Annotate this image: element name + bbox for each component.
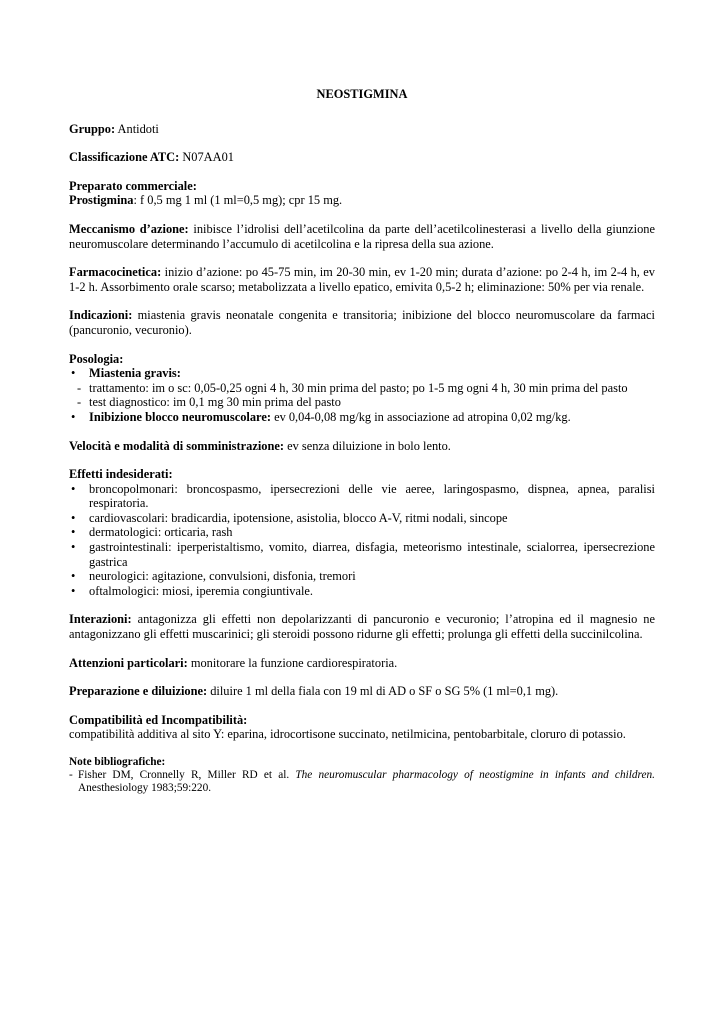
compatibilita-section	[69, 713, 655, 742]
posologia-item-inibizione	[69, 410, 655, 425]
gruppo-value: Antidoti	[115, 121, 159, 136]
inibizione-label: Inibizione blocco neuromuscolare:	[89, 409, 271, 424]
preparazione-paragraph	[69, 684, 655, 699]
inibizione-value: ev 0,04-0,08 mg/kg in associazione ad atropina 0,02 mg/kg.	[270, 409, 571, 424]
interazioni-paragraph	[69, 612, 655, 641]
farmacocinetica-label: Farmacocinetica:	[69, 265, 162, 280]
effetti-list	[69, 482, 655, 599]
preparato-value: : f 0,5 mg 1 ml (1 ml=0,5 mg); cpr 15 mg.	[133, 193, 343, 208]
farmacocinetica-value: inizio d’azione: po 45-75 min, im 20-30 min, ev 1-20 min; durata d’azione: po 2-4 h, im 2-4 h, ev 1-2 h. Assorbimento orale scarso; metabolizzata a livello epatico, emivita 0,5-2 h; eliminazione: 50% per via renale.	[69, 265, 655, 294]
miastenia-label: Miastenia gravis:	[89, 366, 181, 381]
compatibilita-label: Compatibilità ed Incompatibilità:	[69, 712, 248, 727]
miastenia-sublist	[69, 381, 655, 410]
effetti-item: • dermatologici: orticaria, rash	[69, 525, 655, 540]
velocita-label: Velocità e modalità di somministrazione:	[69, 438, 284, 453]
preparato-section	[69, 179, 655, 208]
attenzioni-label: Attenzioni particolari:	[69, 655, 188, 670]
miastenia-subitem: - test diagnostico: im 0,1 mg 30 min prima del pasto	[77, 395, 655, 410]
preparato-line	[69, 193, 655, 208]
document-body	[69, 87, 655, 796]
gruppo-line	[69, 122, 655, 137]
meccanismo-paragraph	[69, 222, 655, 251]
effetti-section	[69, 467, 655, 598]
indicazioni-value: miastenia gravis neonatale congenita e transitoria; inibizione del blocco neuromuscolare da farmaci (pancuronio, vecuronio).	[69, 308, 655, 337]
posologia-list	[69, 366, 655, 381]
posologia-heading	[69, 352, 655, 367]
note-heading: Note bibliografiche:	[69, 756, 166, 768]
effetti-item: • cardiovascolari: bradicardia, ipotensione, asistolia, blocco A-V, ritmi nodali, sincope	[69, 511, 655, 526]
interazioni-label: Interazioni:	[69, 612, 132, 627]
preparazione-value: diluire 1 ml della fiala con 19 ml di AD o SF o SG 5% (1 ml=0,1 mg).	[207, 684, 559, 699]
posologia-label: Posologia:	[69, 351, 124, 366]
effetti-item: • neurologici: agitazione, convulsioni, disfonia, tremori	[69, 569, 655, 584]
posologia-item-miastenia	[69, 366, 655, 381]
velocita-paragraph	[69, 439, 655, 454]
velocita-value: ev senza diluizione in bolo lento.	[283, 438, 451, 453]
compatibilita-value: compatibilità additiva al sito Y: eparina, idrocortisone succinato, netilmicina, pentobarbitale, cloruro di potassio.	[69, 727, 626, 742]
effetti-item: • gastrointestinali: iperperistaltismo, vomito, diarrea, disfagia, meteorismo intestinale, scialorrea, ipersecrezione gastrica	[69, 540, 655, 569]
preparazione-label: Preparazione e diluizione:	[69, 684, 208, 699]
note-bibliografiche	[69, 756, 655, 796]
reference-article-title: The neuromuscular pharmacology of neostigmine in infants and children.	[295, 769, 655, 782]
interazioni-value: antagonizza gli effetti non depolarizzanti di pancuronio e vecuronio; l’atropina ed il magnesio ne antagonizzano gli effetti muscarinici; gli steroidi possono ridurne gli effetti; prolunga gli effetti della succinilcolina.	[69, 612, 655, 642]
gruppo-label: Gruppo:	[69, 121, 116, 136]
atc-label: Classificazione ATC:	[69, 150, 180, 165]
farmacocinetica-paragraph	[69, 265, 655, 294]
effetti-item: • broncopolmonari: broncospasmo, ipersecrezioni delle vie aeree, laringospasmo, dispnea, apnea, paralisi respiratoria.	[69, 482, 655, 511]
effetti-label: Effetti indesiderati:	[69, 467, 173, 482]
posologia-list	[69, 410, 655, 425]
posologia-section	[69, 352, 655, 425]
effetti-item: • oftalmologici: miosi, iperemia congiuntivale.	[69, 584, 655, 599]
attenzioni-value: monitorare la funzione cardiorespiratoria.	[187, 655, 398, 670]
indicazioni-paragraph	[69, 308, 655, 337]
document-title: NEOSTIGMINA	[316, 87, 408, 101]
effetti-heading	[69, 467, 655, 482]
preparato-heading	[69, 179, 655, 194]
atc-value: N07AA01	[179, 150, 234, 165]
reference-journal: Anesthesiology 1983;59:220.	[78, 782, 212, 795]
atc-line	[69, 150, 655, 165]
attenzioni-paragraph	[69, 656, 655, 671]
meccanismo-label: Meccanismo d’azione:	[69, 221, 189, 236]
indicazioni-label: Indicazioni:	[69, 308, 133, 323]
reference-item	[69, 769, 655, 795]
miastenia-subitem: - trattamento: im o sc: 0,05-0,25 ogni 4 h, 30 min prima del pasto; po 1-5 mg ogni 4 h, 30 min prima del pasto	[77, 381, 655, 396]
compatibilita-heading	[69, 713, 655, 728]
preparato-label: Preparato commerciale:	[69, 178, 197, 193]
preparato-name: Prostigmina	[69, 193, 134, 208]
meccanismo-value: inibisce l’idrolisi dell’acetilcolina da parte dell’acetilcolinesterasi a livello della giunzione neuromuscolare determinando l’accumulo di acetilcolina e la ripresa della sua azione.	[69, 221, 655, 251]
reference-authors: Fisher DM, Cronnelly R, Miller RD et al.	[78, 769, 296, 782]
